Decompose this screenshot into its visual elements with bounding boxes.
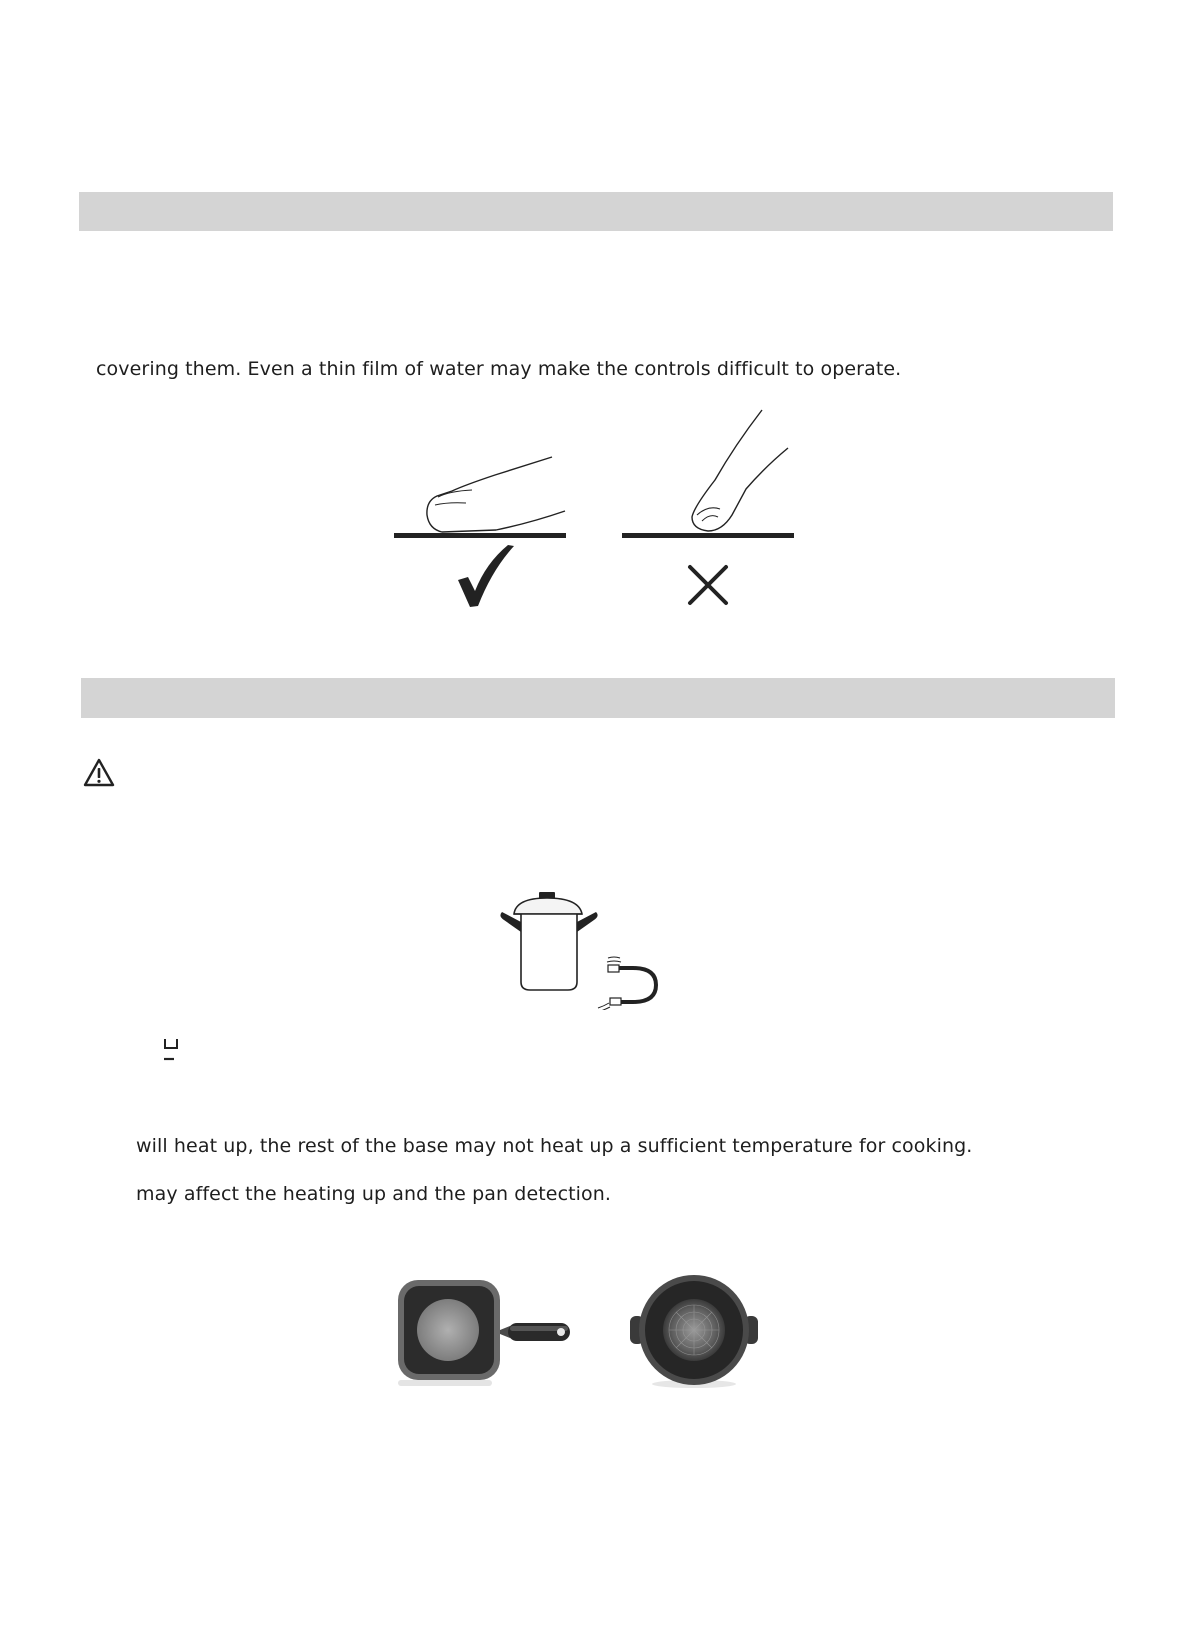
correct-check-icon [458,545,514,607]
pot-illustration [500,892,597,990]
pan-absent-symbol-icon [160,1037,182,1063]
section-header-band-touch-controls [79,192,1113,231]
flat-finger-illustration [394,457,566,538]
warning-triangle-icon [83,758,115,788]
fingertip-illustration [622,410,794,538]
cookware-heat-text: will heat up, the rest of the base may not heat up a sufficient temperature for cooking. [136,1135,973,1157]
square-pan-illustration [398,1280,570,1386]
round-pot-illustration [630,1275,758,1388]
cookware-detect-text: may affect the heating up and the pan detection. [136,1183,612,1205]
touch-method-figure [390,405,810,615]
pot-magnet-figure [490,882,690,1010]
magnet-icon [598,957,656,1010]
section-header-band-cookware [81,678,1115,718]
incorrect-cross-icon [690,567,726,603]
cookware-shapes-figure [390,1268,810,1390]
touch-controls-text: covering them. Even a thin film of water may make the controls difficult to operate. [96,358,902,380]
